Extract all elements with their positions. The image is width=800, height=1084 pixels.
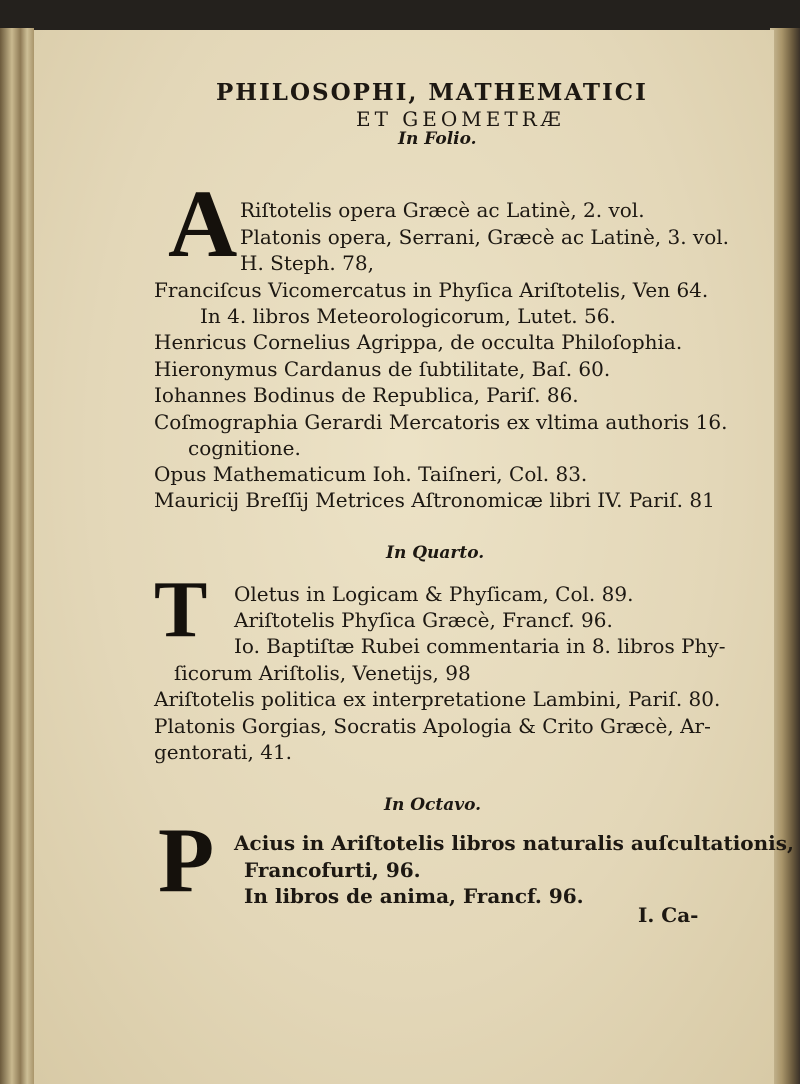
page-subtitle: ET GEOMETRÆ bbox=[356, 107, 565, 131]
list-item: In 4. libros Meteorologicorum, Lutet. 56. bbox=[200, 304, 616, 328]
list-item: ſicorum Ariſtolis, Venetijs, 98 bbox=[174, 661, 471, 685]
list-item: Franciſcus Vicomercatus in Phyſica Ariſtotelis, Ven 64. bbox=[154, 278, 709, 302]
section-heading-folio: In Folio. bbox=[398, 129, 477, 149]
drop-cap-p: P bbox=[158, 809, 215, 911]
book-spine bbox=[0, 28, 34, 1084]
list-item: Henricus Cornelius Agrippa, de occulta Philoſophia. bbox=[154, 330, 683, 354]
drop-cap-a: A bbox=[168, 170, 238, 277]
list-item: Ariſtotelis politica ex interpretatione Lambini, Pariſ. 80. bbox=[154, 687, 721, 711]
page-edge bbox=[770, 28, 800, 1084]
list-item: Francofurti, 96. bbox=[244, 858, 421, 882]
page-title: PHILOSOPHI, MATHEMATICI bbox=[216, 79, 648, 106]
list-item: Mauricij Breſſij Metrices Aſtronomicæ libri IV. Pariſ. 81 bbox=[154, 488, 715, 512]
list-item: gentorati, 41. bbox=[154, 740, 293, 764]
list-item: Acius in Ariſtotelis libros naturalis auſcultationis, bbox=[234, 831, 794, 855]
list-item: Hieronymus Cardanus de ſubtilitate, Baſ. 60. bbox=[154, 357, 611, 381]
list-item: Iohannes Bodinus de Republica, Pariſ. 86. bbox=[154, 383, 579, 407]
list-item: Oletus in Logicam & Phyſicam, Col. 89. bbox=[234, 582, 634, 606]
list-item: cognitione. bbox=[188, 436, 301, 460]
list-item: H. Steph. 78, bbox=[240, 251, 374, 275]
list-item: Platonis Gorgias, Socratis Apologia & Crito Græcè, Ar- bbox=[154, 714, 711, 738]
list-item: In libros de anima, Francf. 96. bbox=[244, 884, 584, 908]
list-item: Ariſtotelis Phyſica Græcè, Francf. 96. bbox=[234, 608, 613, 632]
drop-cap-t: T bbox=[154, 566, 208, 654]
list-item: Opus Mathematicum Ioh. Taiſneri, Col. 83. bbox=[154, 462, 588, 486]
section-heading-quarto: In Quarto. bbox=[386, 543, 485, 563]
list-item: Riſtotelis opera Græcè ac Latinè, 2. vol. bbox=[240, 198, 645, 222]
list-item: Platonis opera, Serrani, Græcè ac Latinè, 3. vol. bbox=[240, 225, 730, 249]
book-page bbox=[34, 30, 794, 1084]
catchword: I. Ca- bbox=[638, 903, 699, 927]
list-item: Coſmographia Gerardi Mercatoris ex vltima authoris 16. bbox=[154, 410, 728, 434]
list-item: Io. Baptiſtæ Rubei commentaria in 8. libros Phy- bbox=[234, 634, 726, 658]
section-heading-octavo: In Octavo. bbox=[384, 795, 482, 815]
top-background bbox=[0, 0, 800, 32]
